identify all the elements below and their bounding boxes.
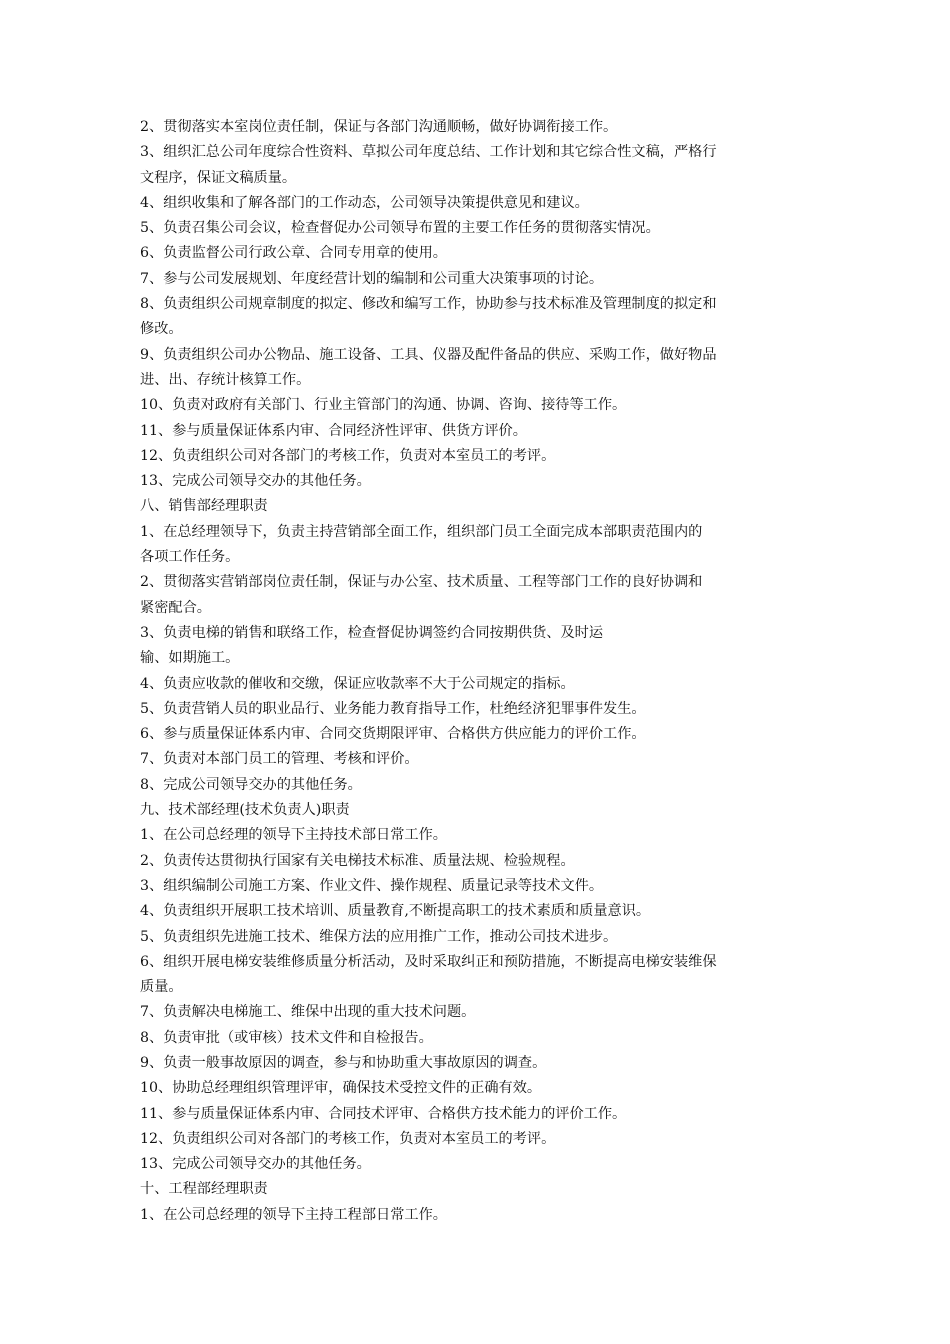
text-line: 8、负责审批（或审核）技术文件和自检报告。	[140, 1029, 433, 1046]
document-body	[140, 115, 820, 1228]
section-heading: 八、销售部经理职责	[140, 498, 268, 515]
text-line: 3、组织编制公司施工方案、作业文件、操作规程、质量记录等技术文件。	[140, 877, 604, 894]
text-line: 2、负责传达贯彻执行国家有关电梯技术标准、质量法规、检验规程。	[140, 852, 575, 869]
section-heading: 九、技术部经理(技术负责人)职责	[140, 802, 350, 819]
text-line: 1、在公司总经理的领导下主持工程部日常工作。	[140, 1206, 447, 1223]
text-line: 6、组织开展电梯安装维修质量分析活动，及时采取纠正和预防措施，不断提高电梯安装维保	[140, 953, 717, 970]
section-heading: 十、工程部经理职责	[140, 1181, 268, 1198]
text-line: 文程序，保证文稿质量。	[140, 169, 297, 186]
text-line: 13、完成公司领导交办的其他任务。	[140, 1156, 371, 1173]
text-line: 10、负责对政府有关部门、行业主管部门的沟通、协调、咨询、接待等工作。	[140, 397, 627, 414]
text-line: 6、负责监督公司行政公章、合同专用章的使用。	[140, 245, 447, 262]
text-line: 输、如期施工。	[140, 650, 240, 667]
text-line: 7、负责解决电梯施工、维保中出现的重大技术问题。	[140, 1004, 476, 1021]
text-line: 11、参与质量保证体系内审、合同经济性评审、供货方评价。	[140, 422, 527, 439]
text-line: 13、完成公司领导交办的其他任务。	[140, 473, 371, 490]
text-line: 7、负责对本部门员工的管理、考核和评价。	[140, 751, 419, 768]
text-line: 修改。	[140, 321, 183, 338]
text-line: 3、组织汇总公司年度综合性资料、草拟公司年度总结、工作计划和其它综合性文稿，严格行	[140, 144, 717, 161]
text-line: 9、负责一般事故原因的调查，参与和协助重大事故原因的调查。	[140, 1054, 547, 1071]
text-line: 5、负责召集公司会议，检查督促办公司领导布置的主要工作任务的贯彻落实情况。	[140, 220, 660, 237]
text-line: 5、负责组织先进施工技术、维保方法的应用推广工作，推动公司技术进步。	[140, 928, 618, 945]
text-line: 2、贯彻落实营销部岗位责任制，保证与办公室、技术质量、工程等部门工作的良好协调和	[140, 574, 703, 591]
text-line: 4、组织收集和了解各部门的工作动态，公司领导决策提供意见和建议。	[140, 194, 589, 211]
text-line: 12、负责组织公司对各部门的考核工作，负责对本室员工的考评。	[140, 447, 556, 464]
text-line: 3、负责电梯的销售和联络工作，检查督促协调签约合同按期供货、及时运	[140, 624, 604, 641]
text-line: 紧密配合。	[140, 599, 211, 616]
text-line: 10、协助总经理组织管理评审，确保技术受控文件的正确有效。	[140, 1080, 542, 1097]
text-line: 6、参与质量保证体系内审、合同交货期限评审、合格供方供应能力的评价工作。	[140, 726, 646, 743]
text-line: 1、在总经理领导下，负责主持营销部全面工作，组织部门员工全面完成本部职责范围内的	[140, 523, 703, 540]
text-line: 4、负责应收款的催收和交缴，保证应收款率不大于公司规定的指标。	[140, 675, 575, 692]
text-line: 11、参与质量保证体系内审、合同技术评审、合格供方技术能力的评价工作。	[140, 1105, 627, 1122]
text-line: 8、负责组织公司规章制度的拟定、修改和编写工作，协助参与技术标准及管理制度的拟定和	[140, 296, 717, 313]
text-line: 7、参与公司发展规划、年度经营计划的编制和公司重大决策事项的讨论。	[140, 270, 604, 287]
text-line: 4、负责组织开展职工技术培训、质量教育,不断提高职工的技术素质和质量意识。	[140, 903, 651, 920]
text-line: 质量。	[140, 979, 183, 996]
text-line: 8、完成公司领导交办的其他任务。	[140, 776, 362, 793]
text-line: 2、贯彻落实本室岗位责任制，保证与各部门沟通顺畅，做好协调衔接工作。	[140, 119, 618, 135]
text-line: 进、出、存统计核算工作。	[140, 371, 311, 388]
text-line: 9、负责组织公司办公物品、施工设备、工具、仪器及配件备品的供应、采购工作，做好物品	[140, 346, 717, 363]
text-line: 各项工作任务。	[140, 549, 240, 566]
text-line: 1、在公司总经理的领导下主持技术部日常工作。	[140, 827, 447, 844]
text-line: 5、负责营销人员的职业品行、业务能力教育指导工作，杜绝经济犯罪事件发生。	[140, 700, 646, 717]
text-line: 12、负责组织公司对各部门的考核工作，负责对本室员工的考评。	[140, 1130, 556, 1147]
